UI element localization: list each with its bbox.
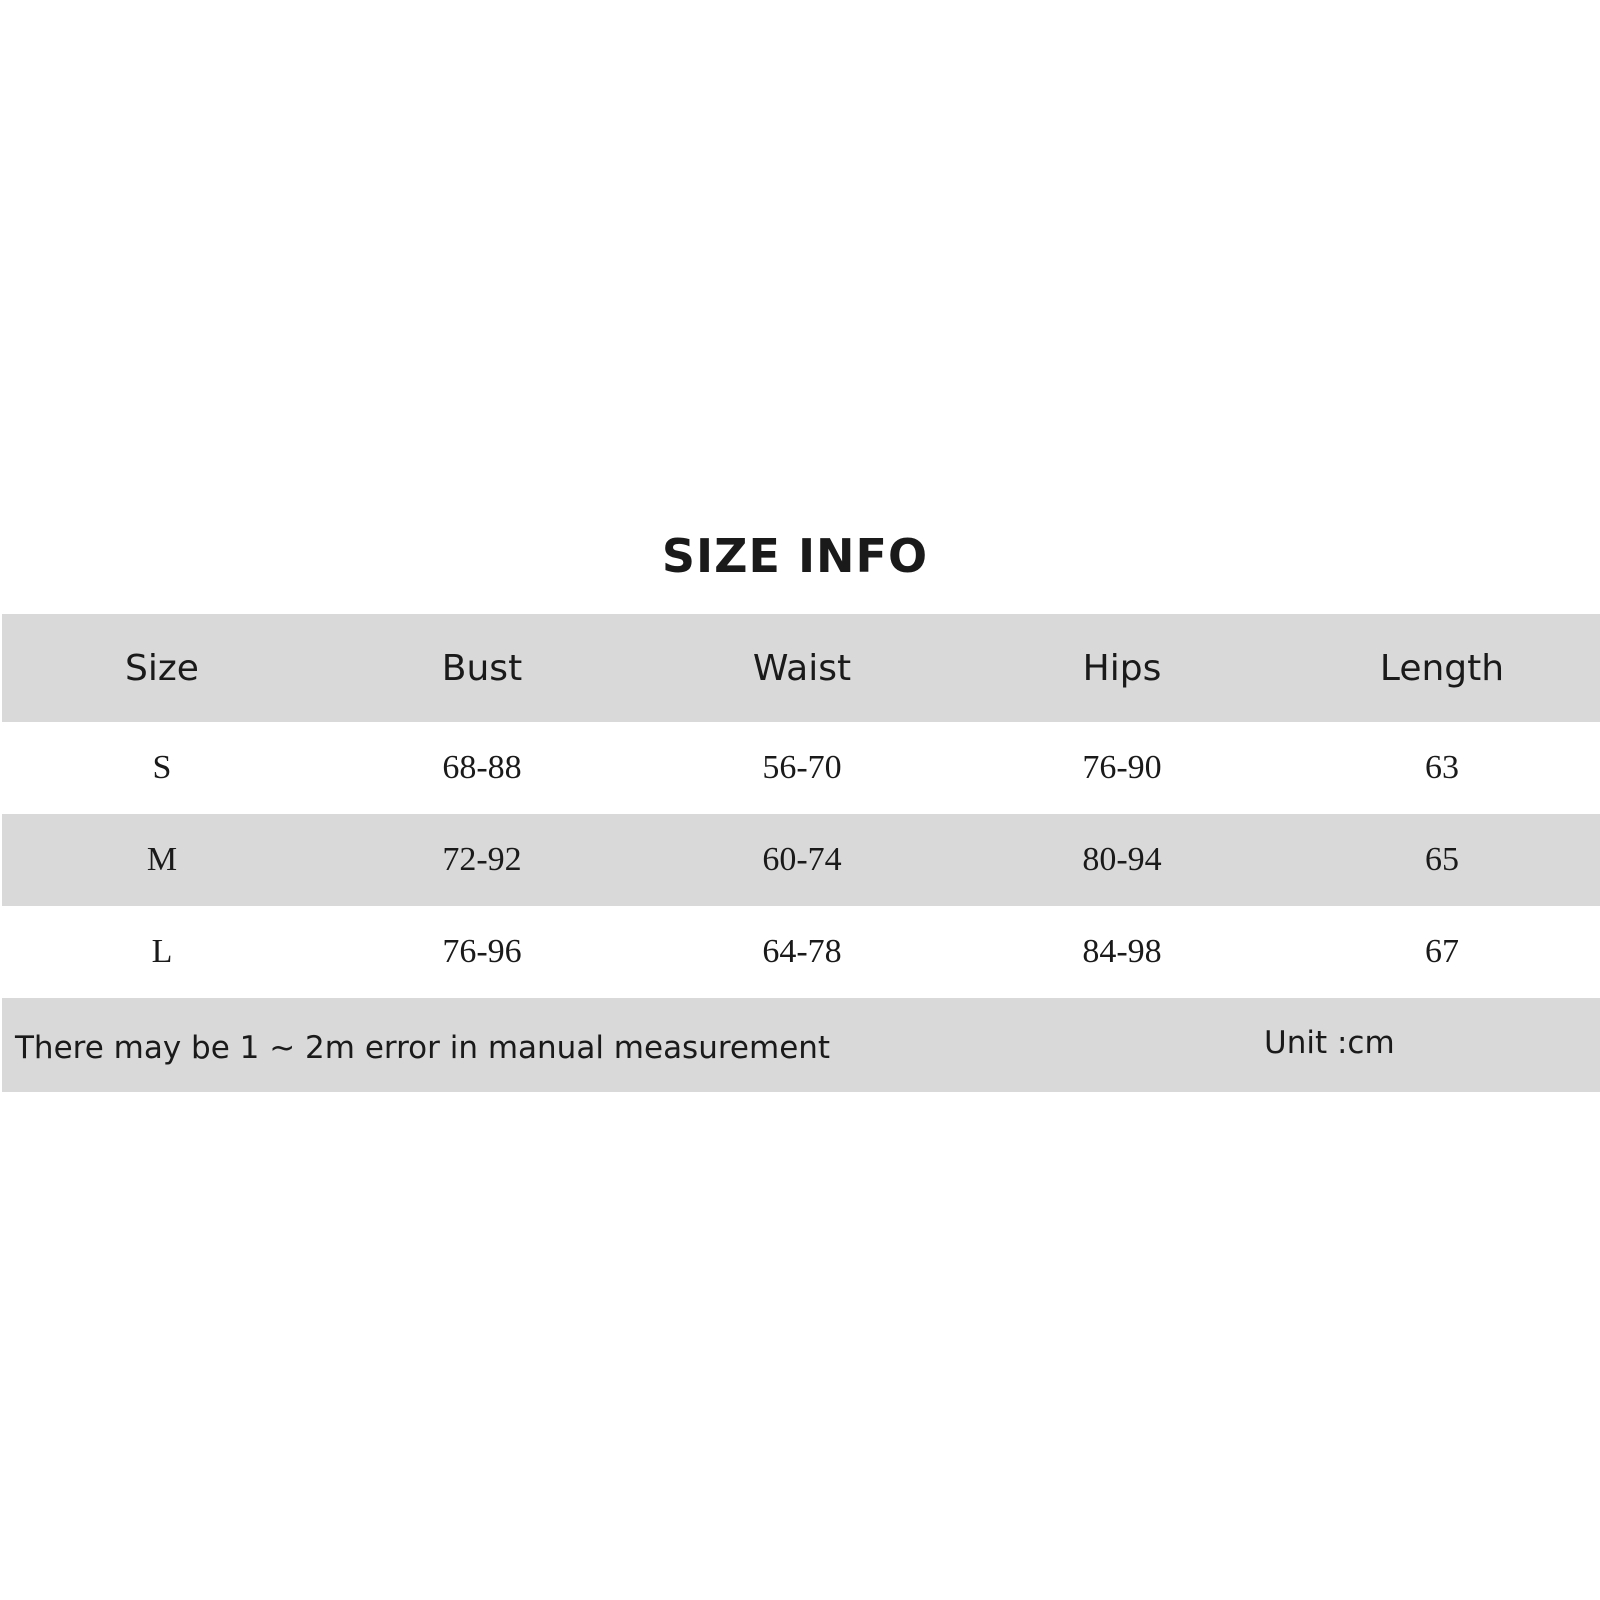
header-waist: Waist xyxy=(752,647,852,689)
cell-waist: 64-78 xyxy=(762,933,842,970)
cell-hips: 76-90 xyxy=(1082,749,1162,786)
header-size: Size xyxy=(125,647,199,689)
table-row xyxy=(2,722,1600,814)
cell-bust: 76-96 xyxy=(442,933,522,970)
table-footer-row xyxy=(2,998,1600,1092)
cell-bust: 68-88 xyxy=(442,749,522,786)
header-hips: Hips xyxy=(1082,647,1162,689)
header-bust: Bust xyxy=(441,647,523,689)
page-title: SIZE INFO xyxy=(661,529,929,583)
cell-size: S xyxy=(152,749,172,786)
cell-length: 63 xyxy=(1425,749,1459,786)
cell-waist: 60-74 xyxy=(762,841,842,878)
cell-length: 65 xyxy=(1425,841,1459,878)
cell-size: M xyxy=(146,841,178,878)
cell-hips: 80-94 xyxy=(1082,841,1162,878)
table-row xyxy=(2,814,1600,906)
cell-hips: 84-98 xyxy=(1082,933,1162,970)
table-header-row xyxy=(2,614,1600,722)
cell-size: L xyxy=(151,933,173,970)
measurement-note: There may be 1 ~ 2m error in manual measurement xyxy=(15,1030,831,1066)
size-table xyxy=(2,614,1600,1092)
cell-bust: 72-92 xyxy=(442,841,522,878)
unit-label: Unit :cm xyxy=(1264,1025,1395,1061)
header-length: Length xyxy=(1379,647,1505,689)
cell-length: 67 xyxy=(1425,933,1459,970)
cell-waist: 56-70 xyxy=(762,749,842,786)
table-row xyxy=(2,906,1600,998)
